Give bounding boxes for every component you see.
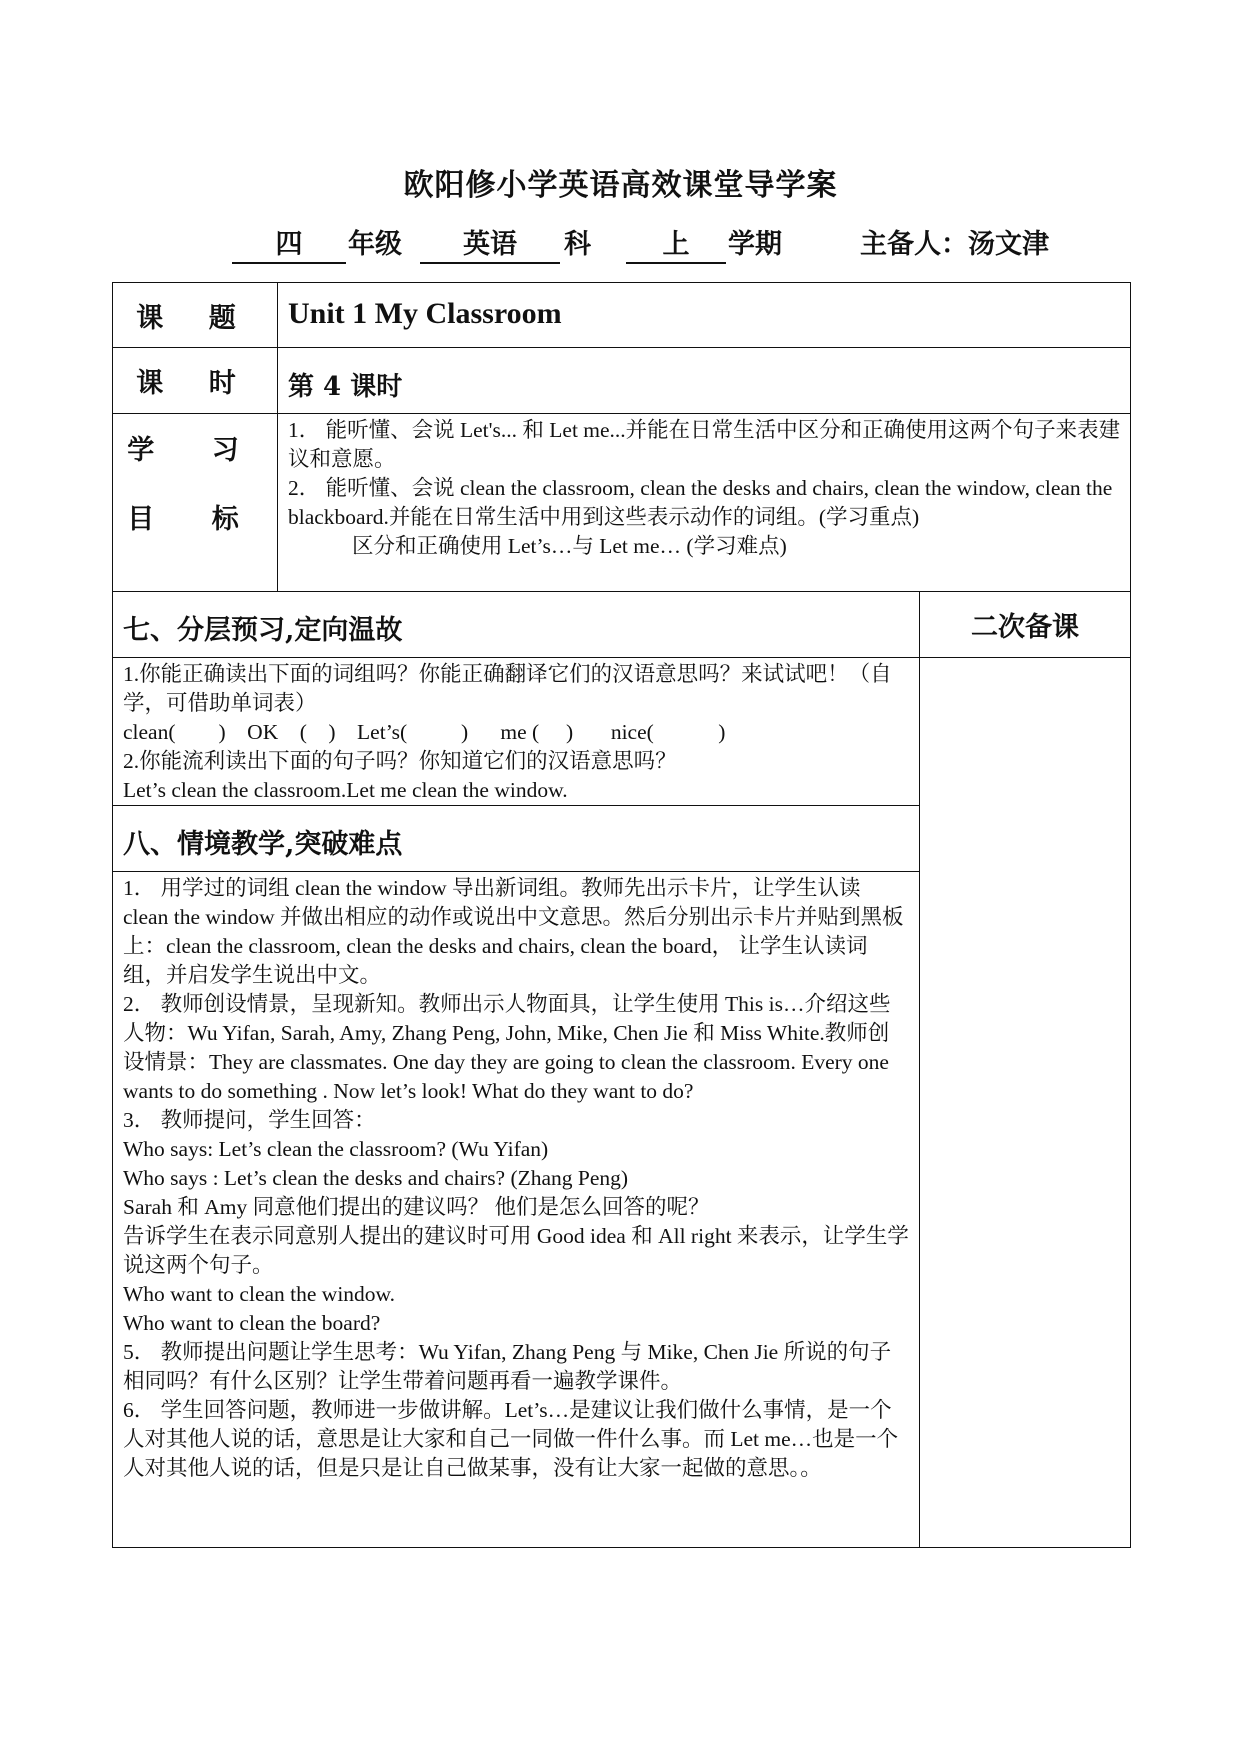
section7-line: 2.你能流利读出下面的句子吗？你知道它们的汉语意思吗？ bbox=[123, 749, 677, 773]
goals-label-line-1: 学 习 bbox=[127, 435, 263, 466]
grade-label: 年级 bbox=[348, 229, 402, 260]
section8-line: 1． 用学过的词组 clean the window 导出新词组。教师先出示卡片，让学生认读 clean the window 并做出相应的动作或说出中文意思。然后分别出示卡片并贴到黑板上：clean the classroom, clean the desks and chairs, clean the board， 让学生认读词组，并启发学生说出中文。 bbox=[123, 876, 904, 987]
section7-line: 1.你能正确读出下面的词组吗？你能正确翻译它们的汉语意思吗？来试试吧！（自学，可借助单词表） bbox=[123, 662, 892, 715]
section8-line: Sarah 和 Amy 同意他们提出的建议吗？ 他们是怎么回答的呢？ bbox=[123, 1195, 710, 1219]
section7-title: 七、分层预习,定向温故 bbox=[113, 592, 920, 658]
goal-item: 区分和正确使用 Let’s…与 Let me… (学习难点) bbox=[352, 534, 787, 558]
preparer: 主备人：汤文津 bbox=[860, 229, 1049, 260]
term-value: 上 bbox=[626, 228, 726, 264]
section7-body-row bbox=[113, 658, 1131, 806]
term-label: 学期 bbox=[728, 229, 782, 260]
topic-value: Unit 1 My Classroom bbox=[278, 283, 1131, 348]
section8-line: 6． 学生回答问题，教师进一步做讲解。Let’s…是建议让我们做什么事情，是一个人对其他人说的话，意思是让大家和自己一同做一件什么事。而 Let me…也是一个人对其他人说的话，但是只是让自己做某事，没有让大家一起做的意思。。 bbox=[123, 1398, 899, 1480]
goals-content bbox=[278, 414, 1131, 592]
subject-value: 英语 bbox=[420, 228, 560, 264]
section8-line: 2． 教师创设情景，呈现新知。教师出示人物面具，让学生使用 This is…介绍这些人物：Wu Yifan, Sarah, Amy, Zhang Peng, John, Mike, Chen Jie 和 Miss White.教师创设情景：They are classmates. One day they are going to clean the classroom. Every one wants to do something . Now let’s look! What do they want to do? bbox=[123, 992, 891, 1103]
section7-content bbox=[113, 658, 920, 806]
section7-line: Let’s clean the classroom.Let me clean the window. bbox=[123, 778, 568, 802]
side-column-title: 二次备课 bbox=[920, 592, 1131, 658]
grade-value: 四 bbox=[232, 228, 346, 264]
header-info-line bbox=[0, 228, 1241, 268]
section8-line: Who says : Let’s clean the desks and chairs? (Zhang Peng) bbox=[123, 1166, 629, 1190]
period-row bbox=[113, 348, 1131, 414]
section8-line: Who says: Let’s clean the classroom? (Wu Yifan) bbox=[123, 1137, 549, 1161]
subject-label: 科 bbox=[564, 229, 591, 260]
section8-line: Who want to clean the window. bbox=[123, 1282, 396, 1306]
period-label: 课 时 bbox=[113, 348, 278, 414]
section8-line: 告诉学生在表示同意别人提出的建议时可用 Good idea 和 All right 来表示，让学生学说这两个句子。 bbox=[123, 1224, 909, 1277]
goals-row bbox=[113, 414, 1131, 592]
goal-item: 2． 能听懂、会说 clean the classroom, clean the desks and chairs, clean the window, clean the blackboard.并能在日常生活中用到这些表示动作的词组。(学习重点) bbox=[288, 476, 1113, 529]
section8-content bbox=[113, 872, 920, 1548]
second-prep-column bbox=[920, 658, 1131, 1548]
topic-row bbox=[113, 283, 1131, 348]
goals-label bbox=[113, 414, 278, 592]
section8-title: 八、情境教学,突破难点 bbox=[113, 806, 920, 872]
section8-line: 3． 教师提问，学生回答： bbox=[123, 1108, 376, 1132]
page-title: 欧阳修小学英语高效课堂导学案 bbox=[403, 168, 838, 203]
goal-item: 1． 能听懂、会说 Let's... 和 Let me...并能在日常生活中区分和正确使用这两个句子来表建议和意愿。 bbox=[288, 418, 1121, 471]
section8-line: 5． 教师提出问题让学生思考：Wu Yifan, Zhang Peng 与 Mike, Chen Jie 所说的句子相同吗？有什么区别？让学生带着问题再看一遍教学课件。 bbox=[123, 1340, 892, 1393]
topic-label: 课 题 bbox=[113, 283, 278, 348]
period-value: 第 4 课时 bbox=[278, 348, 1131, 414]
goals-label-line-2: 目 标 bbox=[127, 504, 263, 535]
section8-line: Who want to clean the board? bbox=[123, 1311, 381, 1335]
section7-header-row bbox=[113, 592, 1131, 658]
lesson-plan-table bbox=[112, 282, 1131, 1548]
section7-line: clean( ) OK ( ) Let’s( ) me ( ) nice( ) bbox=[123, 720, 726, 744]
